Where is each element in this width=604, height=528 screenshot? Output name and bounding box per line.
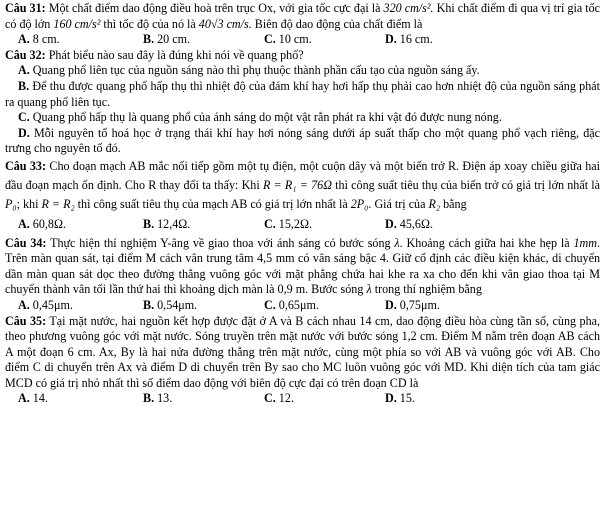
lambda-symbol: λ [366, 282, 372, 297]
option-a[interactable]: A. 60,8Ω. [18, 216, 66, 231]
option-c[interactable]: C. 10 cm. [264, 32, 312, 47]
question-32-stem: Câu 32: Phát biểu nào sau đây là đúng khi nói về quang phổ? [5, 47, 304, 62]
option-a[interactable]: A. 0,45μm. [18, 297, 73, 312]
option-a[interactable]: A. 14. [18, 391, 48, 406]
question-32-label: Câu 32: [5, 47, 46, 62]
option-b[interactable]: B. 20 cm. [143, 32, 191, 47]
p0-symbol: P₀ [5, 197, 17, 212]
option-b[interactable]: B. 12,4Ω. [143, 216, 191, 231]
question-34-label: Câu 34: [5, 235, 47, 250]
option-b[interactable]: B. Để thu được quang phổ hấp thụ thì nhiệt độ của đám khí hay hơi hấp thụ phải cao hơn nhiệt độ của nguồn sáng phát ra quang phổ liên tục. [5, 78, 600, 109]
question-33-options [5, 215, 600, 234]
question-34-stem: Câu 34: Thực hiện thí nghiệm Y-âng về giao thoa với ánh sáng có bước sóng λ. Khoảng cách giữa hai khe hẹp là 1mm. Trên màn quan sát, tại điểm M cách vân trung tâm 4,5 mm có vân sáng bậc 4. Giữ cố định các điều kiện khác, di chuyển dần màn quan sát dọc theo đường thẳng vuông góc với mặt phẳng chứa hai khe ra xa cho đến khi vân giao thoa tại M chuyển thành vân tối lần thứ hai thì khoảng dịch màn là 0,9 m. Bước sóng λ trong thí nghiệm bằng [5, 235, 600, 297]
option-a[interactable]: A. 8 cm. [18, 32, 60, 47]
acceleration-value: 160 cm/s² [53, 16, 101, 31]
question-35 [5, 314, 600, 408]
speed-value: 40√3 cm/s. [198, 16, 252, 31]
r1-expression: R = R₁ = 76Ω [262, 178, 332, 193]
option-d[interactable]: D. 0,75μm. [385, 297, 440, 312]
option-d[interactable]: D. Mỗi nguyên tố hoá học ở trạng thái khí hay hơi nóng sáng dưới áp suất thấp cho một quang phổ vạch riêng, đặc trưng cho nguyên tố đó. [5, 125, 600, 156]
question-34-options [5, 298, 600, 314]
option-b[interactable]: B. 13. [143, 391, 173, 406]
two-p0-symbol: 2P₀ [350, 197, 369, 212]
lambda-symbol: λ [394, 235, 400, 250]
option-b[interactable]: B. 0,54μm. [143, 297, 198, 312]
option-d[interactable]: D. 15. [385, 391, 415, 406]
option-a[interactable]: A. Quang phổ liên tục của nguồn sáng nào thì phụ thuộc thành phần cấu tạo của nguồn sáng ấy. [18, 63, 480, 78]
option-c[interactable]: C. 0,65μm. [264, 297, 319, 312]
question-35-stem: Câu 35: Tại mặt nước, hai nguồn kết hợp được đặt ở A và B cách nhau 14 cm, dao động điều hòa cùng tần số, cùng pha, theo phương vuông góc với mặt nước. Sóng truyền trên mặt nước với bước sóng 1,2 cm. Điểm M nằm trên đoạn AB cách A một đoạn 6 cm. Ax, By là hai nửa đường thẳng trên mặt nước, cùng một phía so với AB và vuông góc với AB. Cho điểm C di chuyển trên Ax và điểm D di chuyển trên By sao cho MC luôn vuông góc với MD. Khi diện tích của tam giác MCD có giá trị nhỏ nhất thì số điểm dao động với biên độ cực đại có trên đoạn CD là [5, 313, 601, 390]
question-34 [5, 236, 600, 314]
question-35-label: Câu 35: [5, 313, 47, 328]
question-31-stem: Câu 31: Một chất điểm dao động điều hoà trên trục Ox, với gia tốc cực đại là 320 cm/s². Khi chất điểm đi qua vị trí gia tốc có độ lớn 160 cm/s² thì tốc độ của nó là 40√3 cm/s. Biên độ dao động của chất điểm là [5, 1, 601, 31]
question-31-options [5, 32, 600, 48]
question-33-stem: Câu 33: Cho đoạn mạch AB mắc nối tiếp gồm một tụ điện, một cuộn dây và một biến trở R. Điện áp xoay chiều giữa hai đầu đoạn mạch ổn định. Cho R thay đổi ta thấy: Khi R = R₁ = 76Ω thì công suất tiêu thụ của biến trở có giá trị lớn nhất là P₀; khi R = R₂ thì công suất tiêu thụ của mạch AB có giá trị lớn nhất là 2P₀. Giá trị của R₂ bằng [5, 158, 600, 212]
question-33-label: Câu 33: [5, 158, 46, 173]
question-35-options [5, 391, 600, 407]
option-c[interactable]: C. Quang phổ hấp thụ là quang phổ của ánh sáng do một vật rắn phát ra khi vật đó được nung nóng. [18, 110, 502, 125]
question-31 [5, 1, 600, 48]
option-d[interactable]: D. 16 cm. [385, 32, 433, 47]
question-33 [5, 157, 600, 234]
r2-expression: R = R₂ [41, 197, 75, 212]
slit-distance: 1mm [573, 235, 597, 250]
option-d[interactable]: D. 45,6Ω. [385, 216, 433, 231]
question-31-label: Câu 31: [5, 1, 46, 15]
option-c[interactable]: C. 12. [264, 391, 294, 406]
option-c[interactable]: C. 15,2Ω. [264, 216, 312, 231]
r2-symbol: R₂ [428, 197, 441, 212]
max-acceleration: 320 cm/s². [383, 1, 434, 15]
question-32 [5, 48, 600, 157]
